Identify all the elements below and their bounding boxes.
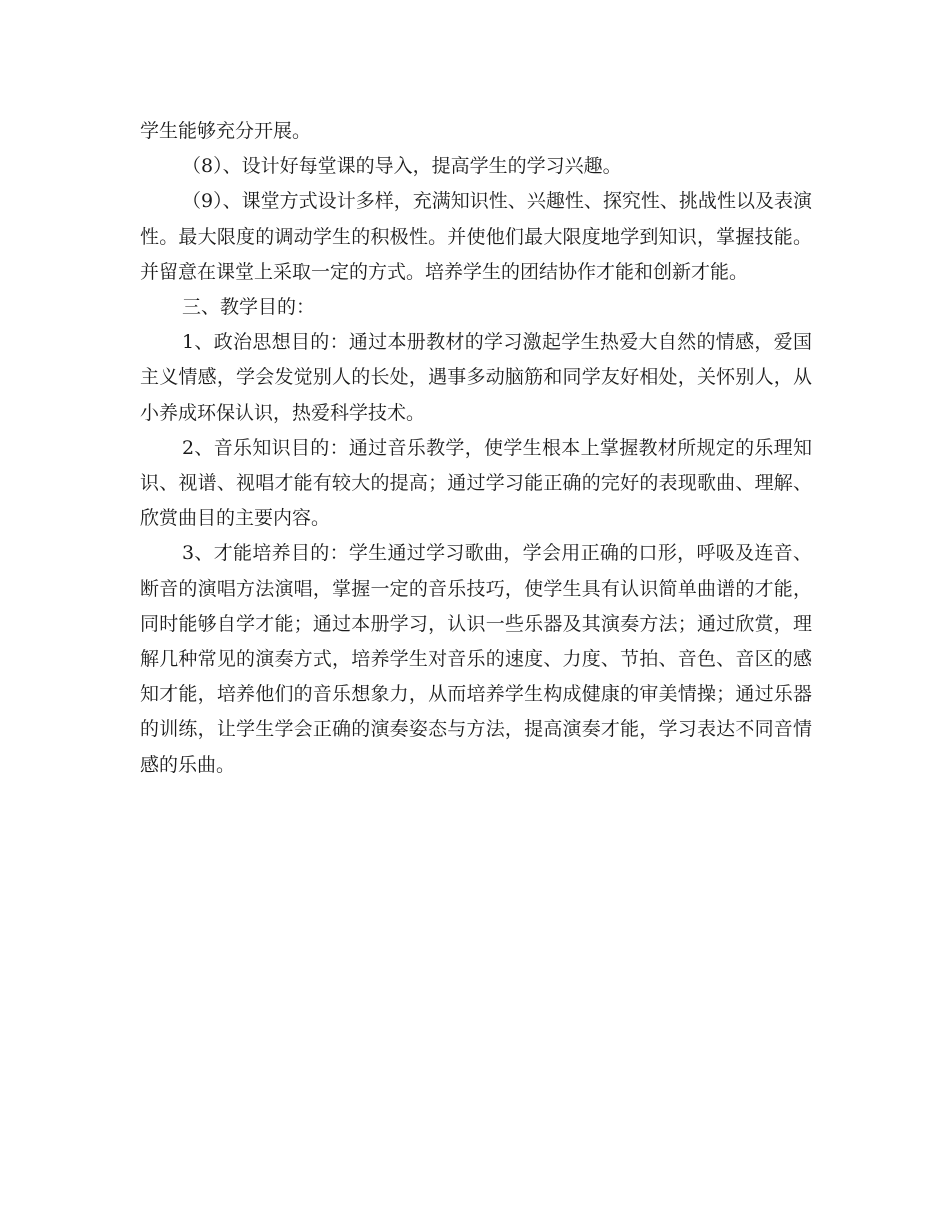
paragraph-goal-1: 1、政治思想目的：通过本册教材的学习激起学生热爱大自然的情感，爱国主义情感，学会发觉别人的长处，遇事多动脑筋和同学友好相处，关怀别人，从小养成环保认识，热爱科学技术。	[140, 331, 812, 424]
paragraph-goal-2: 2、音乐知识目的：通过音乐教学，使学生根本上掌握教材所规定的乐理知识、视谱、视唱才能有较大的提高；通过学习能正确的完好的表现歌曲、理解、欣赏曲目的主要内容。	[140, 436, 812, 530]
paragraph-item-8: （8）、设计好每堂课的导入，提高学生的学习兴趣。	[182, 155, 622, 178]
paragraph-item-9: （9）、课堂方式设计多样，充满知识性、兴趣性、探究性、挑战性以及表演性。最大限度的调动学生的积极性。并使他们最大限度地学到知识，掌握技能。并留意在课堂上采取一定的方式。培养学生的团结协作才能和创新才能。	[140, 190, 812, 283]
section-heading-teaching-goals: 三、教学目的：	[182, 296, 316, 319]
paragraph-continuation: 学生能够充分开展。	[140, 120, 312, 142]
paragraph-goal-3: 3、才能培养目的：学生通过学习歌曲，学会用正确的口形，呼吸及连音、断音的演唱方法演唱，掌握一定的音乐技巧，使学生具有认识简单曲谱的才能，同时能够自学才能；通过本册学习，认识一些乐器及其演奏方法；通过欣赏，理解几种常见的演奏方式，培养学生对音乐的速度、力度、节拍、音色、音区的感知才能，培养他们的音乐想象力，从而培养学生构成健康的审美情操；通过乐器的训练，让学生学会正确的演奏姿态与方法，提高演奏才能，学习表达不同音情感的乐曲。	[140, 542, 812, 776]
document-body	[140, 114, 812, 783]
